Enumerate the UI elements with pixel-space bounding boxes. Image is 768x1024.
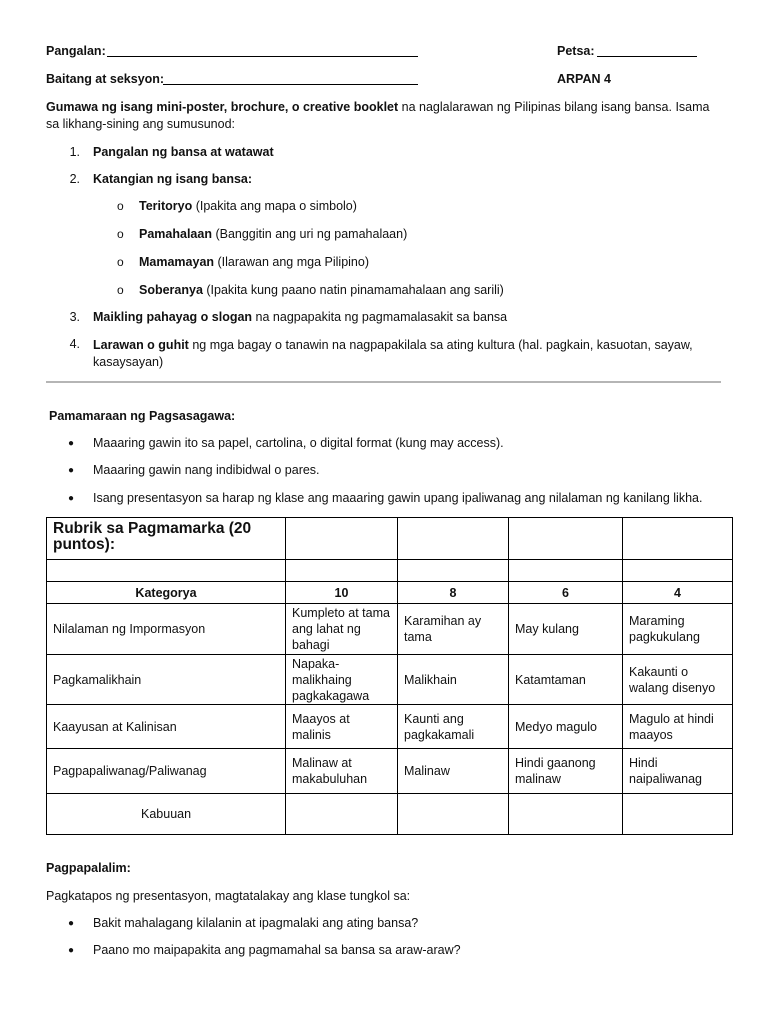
sub-bullet-2: o [117, 227, 124, 241]
name-blank-line[interactable] [107, 56, 418, 57]
empty-cell [286, 518, 398, 560]
table-row [47, 749, 733, 794]
deepening-bullet-2: Paano mo maipapakita ang pagmamahal sa bansa sa araw-araw? [93, 943, 461, 957]
total-label: Kabuuan [47, 794, 286, 835]
row-cell: Magulo at hindi maayos [623, 705, 733, 749]
bullet-icon: ● [68, 493, 75, 504]
row-cell: Hindi naipaliwanag [623, 749, 733, 794]
row-cell: Hindi gaanong malinaw [509, 749, 623, 794]
header-category: Kategorya [47, 582, 286, 604]
row-cell: Napaka-malikhaing pagkakagawa [286, 655, 398, 705]
empty-cell [398, 560, 509, 582]
rubric-title: Rubrik sa Pagmamarka (20 puntos): [47, 518, 286, 560]
rubric-spacer-row [47, 560, 733, 582]
empty-cell [623, 560, 733, 582]
intro-paragraph [46, 99, 726, 133]
procedure-title: Pamamaraan ng Pagsasagawa: [49, 409, 236, 423]
rubric-header-row [47, 582, 733, 604]
list-number-4: 4. [69, 337, 80, 351]
name-label: Pangalan: [46, 44, 106, 58]
row-category: Pagpapaliwanag/Paliwanag [47, 749, 286, 794]
header-score-10: 10 [286, 582, 398, 604]
sub-bullet-3: o [117, 255, 124, 269]
row-cell: Maayos at malinis [286, 705, 398, 749]
horizontal-divider [46, 381, 721, 383]
total-cell[interactable] [398, 794, 509, 835]
empty-cell [286, 560, 398, 582]
list-number-2: 2. [69, 172, 80, 186]
list-item-4: Larawan o guhit ng mga bagay o tanawin na nagpapakilala sa ating kultura (hal. pagkain, kasuotan, sayaw, kasaysayan) [93, 338, 693, 369]
intro-line2: sa likhang-sining ang sumusunod: [46, 117, 236, 131]
intro-rest: na naglalarawan ng Pilipinas bilang isang bansa. Isama [398, 100, 710, 114]
date-blank-line[interactable] [597, 56, 697, 57]
row-cell: Malikhain [398, 655, 509, 705]
sub-bullet-4: o [117, 283, 124, 297]
row-cell: Kakaunti o walang disenyo [623, 655, 733, 705]
total-cell[interactable] [623, 794, 733, 835]
row-cell: Medyo magulo [509, 705, 623, 749]
list-number-1: 1. [69, 145, 80, 159]
bullet-icon: ● [68, 918, 75, 929]
empty-cell [47, 560, 286, 582]
list-item-3: Maikling pahayag o slogan na nagpapakita ng pagmamalasakit sa bansa [93, 310, 508, 324]
table-row [47, 705, 733, 749]
row-cell: Kumpleto at tama ang lahat ng bahagi [286, 604, 398, 655]
procedure-bullet-3: Isang presentasyon sa harap ng klase ang maaaring gawin upang ipaliwanag ang nilalaman ng kanilang likha. [93, 491, 703, 505]
row-category: Pagkamalikhain [47, 655, 286, 705]
total-cell[interactable] [286, 794, 398, 835]
sub-item-government: Pamahalaan (Banggitin ang uri ng pamahalaan) [139, 227, 408, 241]
list-item-2: Katangian ng isang bansa: [93, 172, 253, 186]
deepening-intro: Pagkatapos ng presentasyon, magtatalakay ang klase tungkol sa: [46, 889, 411, 903]
rubric-table [46, 517, 733, 835]
rubric-title-row [47, 518, 733, 560]
list-number-3: 3. [69, 310, 80, 324]
intro-bold: Gumawa ng isang mini-poster, brochure, o creative booklet [46, 100, 399, 114]
bullet-icon: ● [68, 945, 75, 956]
bullet-icon: ● [68, 465, 75, 476]
empty-cell [623, 518, 733, 560]
table-row [47, 655, 733, 705]
row-category: Nilalaman ng Impormasyon [47, 604, 286, 655]
sub-item-sovereignty: Soberanya (Ipakita kung paano natin pinamamahalaan ang sarili) [139, 283, 504, 297]
grade-section-label: Baitang at seksyon: [46, 72, 165, 86]
row-cell: Malinaw at makabuluhan [286, 749, 398, 794]
empty-cell [509, 560, 623, 582]
table-row [47, 604, 733, 655]
row-category: Kaayusan at Kalinisan [47, 705, 286, 749]
row-cell: Maraming pagkukulang [623, 604, 733, 655]
procedure-bullet-2: Maaaring gawin nang indibidwal o pares. [93, 463, 320, 477]
procedure-bullet-1: Maaaring gawin ito sa papel, cartolina, o digital format (kung may access). [93, 436, 504, 450]
list-item-1: Pangalan ng bansa at watawat [93, 145, 274, 159]
total-cell[interactable] [509, 794, 623, 835]
sub-item-territory: Teritoryo (Ipakita ang mapa o simbolo) [139, 199, 357, 213]
deepening-bullet-1: Bakit mahalagang kilalanin at ipagmalaki ang ating bansa? [93, 916, 419, 930]
empty-cell [398, 518, 509, 560]
header-score-6: 6 [509, 582, 623, 604]
header-score-8: 8 [398, 582, 509, 604]
sub-bullet-1: o [117, 199, 124, 213]
header-score-4: 4 [623, 582, 733, 604]
subject-label: ARPAN 4 [557, 72, 611, 86]
empty-cell [509, 518, 623, 560]
grade-section-blank-line[interactable] [163, 84, 418, 85]
row-cell: Katamtaman [509, 655, 623, 705]
total-row [47, 794, 733, 835]
row-cell: Malinaw [398, 749, 509, 794]
bullet-icon: ● [68, 438, 75, 449]
date-label: Petsa: [557, 44, 595, 58]
sub-item-citizens: Mamamayan (Ilarawan ang mga Pilipino) [139, 255, 369, 269]
row-cell: Karamihan ay tama [398, 604, 509, 655]
row-cell: Kaunti ang pagkakamali [398, 705, 509, 749]
deepening-title: Pagpapalalim: [46, 861, 131, 875]
row-cell: May kulang [509, 604, 623, 655]
